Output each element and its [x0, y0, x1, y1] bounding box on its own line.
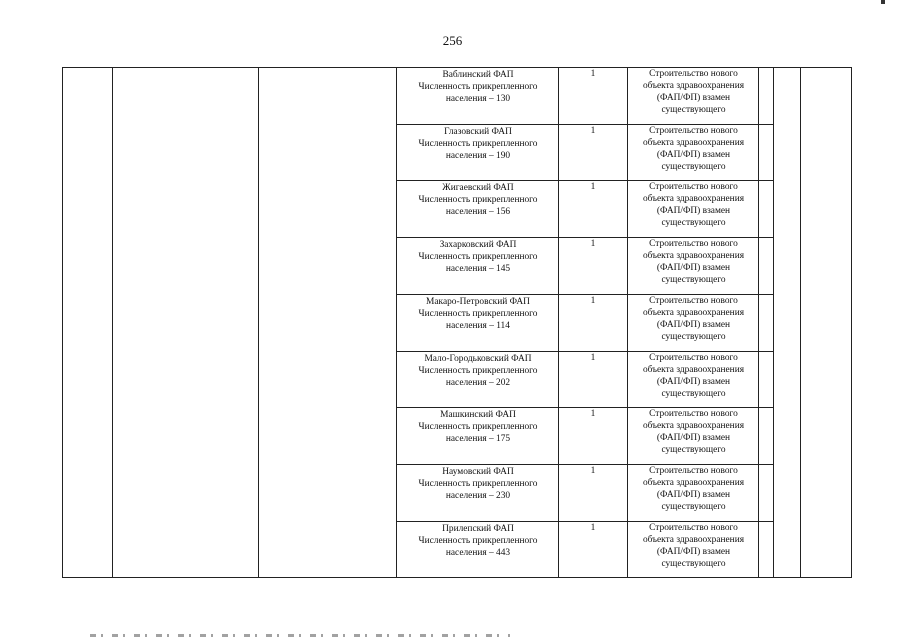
- action-text-line: Строительство нового: [649, 69, 738, 79]
- action-text-line: объекта здравоохранения: [642, 535, 745, 545]
- facility-name: Машкинский ФАП: [440, 410, 516, 420]
- population-value: населения – 443: [445, 548, 511, 558]
- population-label: Численность прикрепленного: [418, 195, 538, 205]
- sub-column-divider: [627, 124, 628, 181]
- population-value: населения – 202: [445, 378, 511, 388]
- action-text-line: объекта здравоохранения: [642, 308, 745, 318]
- sub-column-divider: [558, 521, 559, 577]
- population-label: Численность прикрепленного: [418, 252, 538, 262]
- action-text-line: Строительство нового: [649, 239, 738, 249]
- action-text-line: Строительство нового: [649, 466, 738, 476]
- row-divider: [396, 237, 774, 238]
- action-text-line: объекта здравоохранения: [642, 421, 745, 431]
- facility-cell: [398, 126, 558, 162]
- table-row: [0, 294, 905, 351]
- table-row: [0, 351, 905, 408]
- facility-cell: [398, 296, 558, 332]
- quantity-cell: 1: [590, 296, 596, 306]
- facility-cell: [398, 69, 558, 105]
- action-cell: [629, 181, 758, 229]
- population-label: Численность прикрепленного: [418, 309, 538, 319]
- table-row: [0, 124, 905, 181]
- population-label: Численность прикрепленного: [418, 366, 538, 376]
- sub-column-divider: [558, 464, 559, 521]
- action-text-line: (ФАП/ФП) взамен: [656, 150, 731, 160]
- sub-column-divider: [558, 124, 559, 181]
- sub-column-divider: [758, 237, 759, 294]
- sub-column-divider: [758, 521, 759, 577]
- row-divider: [396, 294, 774, 295]
- facility-name: Жигаевский ФАП: [442, 183, 514, 193]
- action-text-line: существующего: [661, 502, 726, 512]
- table-row: [0, 521, 905, 578]
- action-cell: [629, 125, 758, 173]
- action-text-line: Строительство нового: [649, 353, 738, 363]
- action-cell: [629, 68, 758, 116]
- sub-column-divider: [558, 407, 559, 464]
- action-text-line: (ФАП/ФП) взамен: [656, 93, 731, 103]
- population-value: населения – 230: [445, 491, 511, 501]
- sub-column-divider: [758, 294, 759, 351]
- row-divider: [396, 124, 774, 125]
- sub-column-divider: [558, 67, 559, 124]
- population-label: Численность прикрепленного: [418, 536, 538, 546]
- facility-cell: [398, 409, 558, 445]
- population-label: Численность прикрепленного: [418, 479, 538, 489]
- action-text-line: (ФАП/ФП) взамен: [656, 433, 731, 443]
- quantity-cell: 1: [590, 182, 596, 192]
- facility-cell: [398, 523, 558, 559]
- facility-cell: [398, 353, 558, 389]
- action-cell: [629, 522, 758, 570]
- action-text-line: существующего: [661, 162, 726, 172]
- action-text-line: (ФАП/ФП) взамен: [656, 263, 731, 273]
- action-text-line: (ФАП/ФП) взамен: [656, 547, 731, 557]
- action-text-line: существующего: [661, 332, 726, 342]
- action-text-line: (ФАП/ФП) взамен: [656, 206, 731, 216]
- action-text-line: объекта здравоохранения: [642, 194, 745, 204]
- action-text-line: объекта здравоохранения: [642, 478, 745, 488]
- table-row: [0, 180, 905, 237]
- sub-column-divider: [758, 124, 759, 181]
- population-label: Численность прикрепленного: [418, 422, 538, 432]
- population-value: населения – 145: [445, 264, 511, 274]
- quantity-cell: 1: [590, 523, 596, 533]
- population-value: населения – 175: [445, 434, 511, 444]
- row-divider: [396, 407, 774, 408]
- population-value: населения – 156: [445, 207, 511, 217]
- population-value: населения – 130: [445, 94, 511, 104]
- action-text-line: (ФАП/ФП) взамен: [656, 490, 731, 500]
- action-text-line: Строительство нового: [649, 126, 738, 136]
- action-cell: [629, 295, 758, 343]
- sub-column-divider: [627, 237, 628, 294]
- sub-column-divider: [758, 180, 759, 237]
- sub-column-divider: [558, 294, 559, 351]
- sub-column-divider: [627, 67, 628, 124]
- sub-column-divider: [627, 351, 628, 408]
- action-cell: [629, 352, 758, 400]
- sub-column-divider: [627, 294, 628, 351]
- action-text-line: существующего: [661, 105, 726, 115]
- action-text-line: объекта здравоохранения: [642, 365, 745, 375]
- quantity-cell: 1: [590, 69, 596, 79]
- action-cell: [629, 465, 758, 513]
- action-text-line: Строительство нового: [649, 182, 738, 192]
- quantity-cell: 1: [590, 126, 596, 136]
- row-divider: [396, 464, 774, 465]
- action-text-line: существующего: [661, 275, 726, 285]
- facility-cell: [398, 239, 558, 275]
- population-label: Численность прикрепленного: [418, 82, 538, 92]
- scan-artifact: [881, 0, 885, 4]
- action-text-line: (ФАП/ФП) взамен: [656, 377, 731, 387]
- action-text-line: Строительство нового: [649, 409, 738, 419]
- sub-column-divider: [558, 351, 559, 408]
- sub-column-divider: [627, 407, 628, 464]
- sub-column-divider: [558, 180, 559, 237]
- facility-name: Ваблинский ФАП: [442, 70, 514, 80]
- table-row: [0, 67, 905, 124]
- sub-column-divider: [758, 407, 759, 464]
- sub-column-divider: [627, 180, 628, 237]
- quantity-cell: 1: [590, 353, 596, 363]
- page-number: 256: [442, 33, 463, 48]
- population-label: Численность прикрепленного: [418, 139, 538, 149]
- table-row: [0, 464, 905, 521]
- facility-name: Глазовский ФАП: [444, 127, 512, 137]
- population-value: населения – 190: [445, 151, 511, 161]
- action-text-line: объекта здравоохранения: [642, 251, 745, 261]
- sub-column-divider: [627, 464, 628, 521]
- quantity-cell: 1: [590, 466, 596, 476]
- quantity-cell: 1: [590, 409, 596, 419]
- action-text-line: (ФАП/ФП) взамен: [656, 320, 731, 330]
- row-divider: [396, 351, 774, 352]
- sub-column-divider: [758, 67, 759, 124]
- action-text-line: Строительство нового: [649, 523, 738, 533]
- sub-column-divider: [758, 351, 759, 408]
- facility-name: Захарковский ФАП: [439, 240, 517, 250]
- facility-cell: [398, 466, 558, 502]
- action-text-line: существующего: [661, 559, 726, 569]
- row-divider: [396, 180, 774, 181]
- table-row: [0, 407, 905, 464]
- action-text-line: существующего: [661, 218, 726, 228]
- facility-name: Макаро-Петровский ФАП: [426, 297, 530, 307]
- action-cell: [629, 238, 758, 286]
- table-row: [0, 237, 905, 294]
- action-text-line: существующего: [661, 389, 726, 399]
- facility-name: Мало-Городьковский ФАП: [424, 354, 532, 364]
- row-divider: [396, 521, 774, 522]
- facility-name: Прилепский ФАП: [442, 524, 514, 534]
- action-text-line: существующего: [661, 445, 726, 455]
- quantity-cell: 1: [590, 239, 596, 249]
- action-cell: [629, 408, 758, 456]
- sub-column-divider: [627, 521, 628, 577]
- sub-column-divider: [758, 464, 759, 521]
- scan-artifact: [90, 634, 510, 637]
- population-value: населения – 114: [446, 321, 510, 331]
- action-text-line: Строительство нового: [649, 296, 738, 306]
- facility-cell: [398, 182, 558, 218]
- action-text-line: объекта здравоохранения: [642, 138, 745, 148]
- action-text-line: объекта здравоохранения: [642, 81, 745, 91]
- sub-column-divider: [558, 237, 559, 294]
- facility-name: Наумовский ФАП: [442, 467, 514, 477]
